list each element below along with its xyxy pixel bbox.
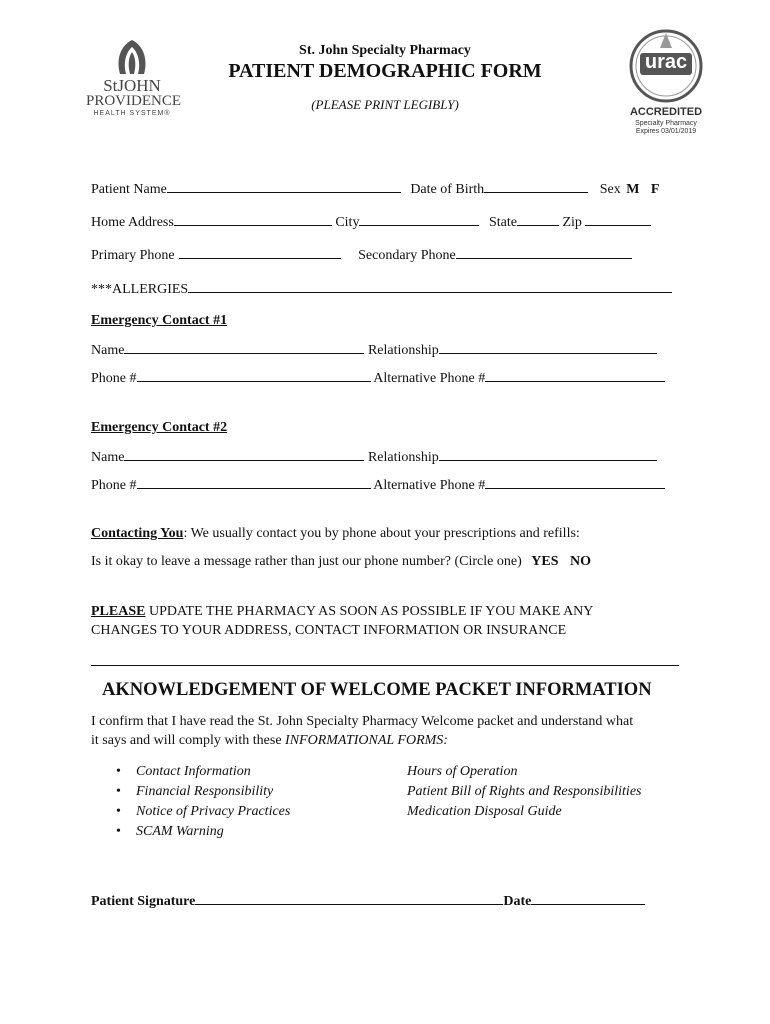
- list-item: • SCAM Warning: [90, 824, 290, 844]
- org-name: St. John Specialty Pharmacy: [299, 43, 471, 58]
- list-item: • Financial Responsibility: [90, 784, 290, 804]
- emergency2-relationship-field[interactable]: [439, 448, 657, 461]
- logo-line1: StJOHN: [103, 76, 161, 95]
- signature-date-field[interactable]: [531, 892, 645, 905]
- city-field[interactable]: [359, 213, 479, 226]
- list-item: Hours of Operation: [407, 764, 518, 779]
- list-item: • Notice of Privacy Practices: [90, 804, 290, 824]
- sex-label: Sex: [599, 182, 621, 197]
- urac-line1: Specialty Pharmacy: [635, 120, 697, 127]
- emergency2-name-row: [91, 448, 657, 466]
- signature-row: [91, 892, 645, 910]
- emergency1-phone-field[interactable]: [137, 369, 371, 382]
- emergency1-alt-phone-label: Alternative Phone #: [373, 371, 486, 386]
- patient-name-label: Patient Name: [91, 182, 167, 197]
- patient-name-field[interactable]: [167, 180, 401, 193]
- allergies-field[interactable]: [188, 280, 672, 293]
- list-item: • Contact Information: [90, 764, 290, 784]
- urac-status: ACCREDITED: [629, 106, 703, 118]
- notice-text1: UPDATE THE PHARMACY AS SOON AS POSSIBLE IF YOU MAKE ANY: [145, 604, 594, 619]
- signature-label: Patient Signature: [91, 894, 196, 909]
- emergency2-phone-row: [91, 476, 665, 494]
- sex-f-option[interactable]: F: [650, 182, 660, 197]
- ack-text2-italic: INFORMATIONAL FORMS:: [285, 733, 448, 748]
- emergency1-relationship-label: Relationship: [367, 343, 439, 358]
- notice-line2: CHANGES TO YOUR ADDRESS, CONTACT INFORMATION OR INSURANCE: [91, 623, 567, 638]
- urac-line2: Expires 03/01/2019: [635, 128, 697, 135]
- emergency2-name-field[interactable]: [124, 448, 364, 461]
- emergency1-name-row: [91, 341, 657, 359]
- secondary-phone-label: Secondary Phone: [358, 248, 456, 263]
- primary-phone-label: Primary Phone: [91, 248, 175, 263]
- section-divider: [91, 665, 679, 666]
- list-item: Patient Bill of Rights and Responsibilities: [407, 784, 642, 799]
- zip-label: Zip: [562, 215, 582, 230]
- form-subtitle: (PLEASE PRINT LEGIBLY): [311, 97, 459, 112]
- emergency1-name-field[interactable]: [124, 341, 364, 354]
- ack-title: AKNOWLEDGEMENT OF WELCOME PACKET INFORMATION: [102, 680, 652, 700]
- emergency2-heading: Emergency Contact #2: [91, 420, 228, 435]
- patient-name-row: [91, 180, 659, 198]
- emergency2-relationship-label: Relationship: [367, 450, 439, 465]
- emergency1-alt-phone-field[interactable]: [485, 369, 665, 382]
- zip-field[interactable]: [585, 213, 651, 226]
- emergency2-name-label: Name: [91, 450, 125, 465]
- state-field[interactable]: [517, 213, 559, 226]
- emergency1-phone-row: [91, 369, 665, 387]
- notice-line1: [91, 604, 593, 620]
- emergency2-phone-label: Phone #: [91, 478, 137, 493]
- urac-brand: urac: [644, 51, 688, 73]
- urac-accreditation-seal: [628, 28, 704, 138]
- home-address-label: Home Address: [91, 215, 174, 230]
- contacting-text: : We usually contact you by phone about your prescriptions and refills:: [183, 526, 580, 541]
- signature-date-label: Date: [503, 894, 532, 909]
- home-address-field[interactable]: [174, 213, 332, 226]
- emergency1-name-label: Name: [91, 343, 125, 358]
- no-option[interactable]: NO: [569, 554, 591, 569]
- emergency1-heading: Emergency Contact #1: [91, 313, 228, 328]
- emergency1-phone-label: Phone #: [91, 371, 137, 386]
- dob-field[interactable]: [484, 180, 588, 193]
- address-row: [91, 213, 651, 231]
- ack-text1: I confirm that I have read the St. John Specialty Pharmacy Welcome packet and understand what: [91, 714, 634, 729]
- dob-label: Date of Birth: [410, 182, 485, 197]
- list-item: Medication Disposal Guide: [407, 804, 562, 819]
- contacting-heading: Contacting You: [91, 526, 184, 541]
- emergency1-relationship-field[interactable]: [439, 341, 657, 354]
- form-title: PATIENT DEMOGRAPHIC FORM: [228, 60, 542, 82]
- secondary-phone-field[interactable]: [456, 246, 632, 259]
- forms-list-left: [90, 764, 290, 844]
- message-question-row: [91, 554, 591, 570]
- phone-row: [91, 246, 632, 264]
- primary-phone-field[interactable]: [179, 246, 341, 259]
- signature-field[interactable]: [195, 892, 503, 905]
- yes-option[interactable]: YES: [531, 554, 559, 569]
- city-label: City: [335, 215, 360, 230]
- forms-list-right: [407, 764, 642, 824]
- logo-line3: HEALTH SYSTEM®: [93, 110, 171, 117]
- state-label: State: [488, 215, 517, 230]
- allergies-row: [91, 280, 672, 298]
- sex-m-option[interactable]: M: [626, 182, 640, 197]
- emergency2-alt-phone-label: Alternative Phone #: [373, 478, 486, 493]
- allergies-label: ***ALLERGIES: [91, 282, 189, 297]
- emergency2-phone-field[interactable]: [137, 476, 371, 489]
- emergency2-alt-phone-field[interactable]: [485, 476, 665, 489]
- contacting-row: [91, 526, 580, 542]
- ack-text2: it says and will comply with these: [91, 733, 286, 748]
- notice-please: PLEASE: [91, 604, 146, 619]
- message-question: Is it okay to leave a message rather than just our phone number? (Circle one): [91, 554, 522, 569]
- ack-text2-row: [91, 733, 448, 749]
- logo-line2: PROVIDENCE: [86, 93, 182, 109]
